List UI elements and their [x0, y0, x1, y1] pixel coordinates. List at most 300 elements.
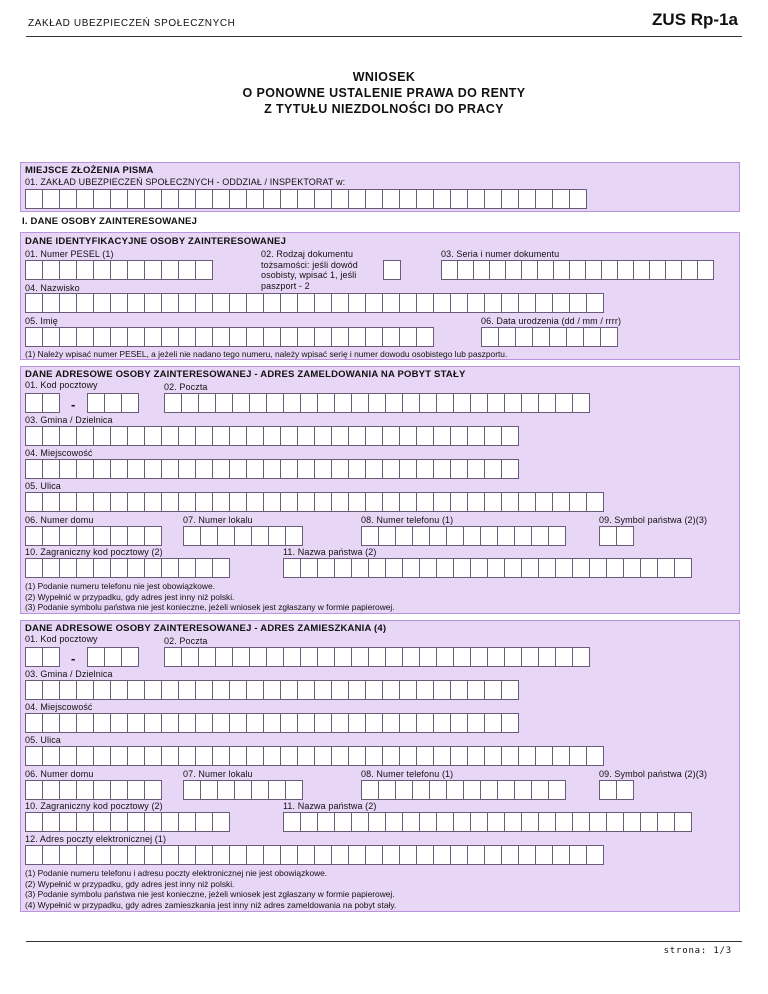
char-cell[interactable]	[127, 526, 145, 546]
address2-postal-input-b[interactable]	[87, 647, 138, 667]
char-cell[interactable]	[297, 426, 315, 446]
char-cell[interactable]	[402, 812, 420, 832]
char-cell[interactable]	[416, 492, 434, 512]
char-cell[interactable]	[144, 812, 162, 832]
char-cell[interactable]	[450, 680, 468, 700]
char-cell[interactable]	[317, 393, 335, 413]
char-cell[interactable]	[127, 293, 145, 313]
char-cell[interactable]	[521, 260, 538, 280]
birth-date-input[interactable]	[481, 327, 617, 347]
char-cell[interactable]	[280, 426, 298, 446]
char-cell[interactable]	[382, 492, 400, 512]
char-cell[interactable]	[555, 558, 573, 578]
char-cell[interactable]	[297, 746, 315, 766]
char-cell[interactable]	[178, 189, 196, 209]
char-cell[interactable]	[59, 426, 77, 446]
address2-country-symbol-input[interactable]	[599, 780, 633, 800]
char-cell[interactable]	[59, 459, 77, 479]
char-cell[interactable]	[453, 558, 471, 578]
char-cell[interactable]	[399, 327, 417, 347]
char-cell[interactable]	[382, 713, 400, 733]
char-cell[interactable]	[681, 260, 698, 280]
char-cell[interactable]	[25, 845, 43, 865]
char-cell[interactable]	[351, 558, 369, 578]
char-cell[interactable]	[212, 680, 230, 700]
char-cell[interactable]	[484, 492, 502, 512]
char-cell[interactable]	[280, 327, 298, 347]
char-cell[interactable]	[300, 647, 318, 667]
doc-number-input[interactable]	[441, 260, 713, 280]
char-cell[interactable]	[25, 426, 43, 446]
char-cell[interactable]	[552, 293, 570, 313]
char-cell[interactable]	[365, 426, 383, 446]
char-cell[interactable]	[549, 327, 567, 347]
char-cell[interactable]	[297, 189, 315, 209]
char-cell[interactable]	[144, 293, 162, 313]
char-cell[interactable]	[229, 713, 247, 733]
char-cell[interactable]	[59, 780, 77, 800]
char-cell[interactable]	[280, 746, 298, 766]
char-cell[interactable]	[501, 492, 519, 512]
char-cell[interactable]	[348, 327, 366, 347]
char-cell[interactable]	[399, 845, 417, 865]
char-cell[interactable]	[317, 558, 335, 578]
char-cell[interactable]	[183, 526, 201, 546]
char-cell[interactable]	[553, 260, 570, 280]
char-cell[interactable]	[498, 327, 516, 347]
char-cell[interactable]	[470, 812, 488, 832]
char-cell[interactable]	[59, 189, 77, 209]
char-cell[interactable]	[433, 492, 451, 512]
char-cell[interactable]	[25, 680, 43, 700]
char-cell[interactable]	[623, 558, 641, 578]
char-cell[interactable]	[419, 647, 437, 667]
char-cell[interactable]	[76, 780, 94, 800]
char-cell[interactable]	[121, 647, 139, 667]
char-cell[interactable]	[104, 647, 122, 667]
char-cell[interactable]	[200, 780, 218, 800]
char-cell[interactable]	[297, 492, 315, 512]
char-cell[interactable]	[314, 293, 332, 313]
address2-post-input[interactable]	[164, 647, 589, 667]
char-cell[interactable]	[501, 426, 519, 446]
char-cell[interactable]	[229, 746, 247, 766]
char-cell[interactable]	[368, 812, 386, 832]
char-cell[interactable]	[616, 526, 634, 546]
char-cell[interactable]	[178, 492, 196, 512]
char-cell[interactable]	[246, 327, 264, 347]
char-cell[interactable]	[59, 558, 77, 578]
char-cell[interactable]	[212, 492, 230, 512]
char-cell[interactable]	[467, 459, 485, 479]
char-cell[interactable]	[93, 189, 111, 209]
char-cell[interactable]	[487, 393, 505, 413]
char-cell[interactable]	[368, 393, 386, 413]
char-cell[interactable]	[601, 260, 618, 280]
char-cell[interactable]	[457, 260, 474, 280]
char-cell[interactable]	[59, 492, 77, 512]
char-cell[interactable]	[589, 558, 607, 578]
address1-foreign-postal-input[interactable]	[25, 558, 229, 578]
char-cell[interactable]	[25, 492, 43, 512]
char-cell[interactable]	[280, 680, 298, 700]
address1-commune-input[interactable]	[25, 426, 518, 446]
char-cell[interactable]	[181, 393, 199, 413]
char-cell[interactable]	[161, 260, 179, 280]
char-cell[interactable]	[470, 647, 488, 667]
char-cell[interactable]	[514, 526, 532, 546]
char-cell[interactable]	[144, 746, 162, 766]
char-cell[interactable]	[399, 746, 417, 766]
char-cell[interactable]	[531, 780, 549, 800]
char-cell[interactable]	[280, 845, 298, 865]
char-cell[interactable]	[314, 746, 332, 766]
char-cell[interactable]	[263, 293, 281, 313]
char-cell[interactable]	[467, 293, 485, 313]
char-cell[interactable]	[246, 426, 264, 446]
char-cell[interactable]	[382, 293, 400, 313]
char-cell[interactable]	[110, 680, 128, 700]
char-cell[interactable]	[368, 647, 386, 667]
char-cell[interactable]	[93, 680, 111, 700]
char-cell[interactable]	[161, 746, 179, 766]
char-cell[interactable]	[348, 189, 366, 209]
char-cell[interactable]	[144, 492, 162, 512]
char-cell[interactable]	[25, 459, 43, 479]
char-cell[interactable]	[489, 260, 506, 280]
char-cell[interactable]	[484, 189, 502, 209]
char-cell[interactable]	[161, 812, 179, 832]
char-cell[interactable]	[93, 812, 111, 832]
char-cell[interactable]	[93, 293, 111, 313]
char-cell[interactable]	[616, 780, 634, 800]
char-cell[interactable]	[538, 393, 556, 413]
char-cell[interactable]	[215, 647, 233, 667]
char-cell[interactable]	[348, 713, 366, 733]
char-cell[interactable]	[93, 746, 111, 766]
char-cell[interactable]	[300, 812, 318, 832]
char-cell[interactable]	[246, 713, 264, 733]
char-cell[interactable]	[127, 327, 145, 347]
char-cell[interactable]	[501, 189, 519, 209]
char-cell[interactable]	[348, 293, 366, 313]
char-cell[interactable]	[331, 189, 349, 209]
address2-country-name-input[interactable]	[283, 812, 691, 832]
char-cell[interactable]	[382, 426, 400, 446]
char-cell[interactable]	[76, 845, 94, 865]
char-cell[interactable]	[110, 189, 128, 209]
char-cell[interactable]	[42, 680, 60, 700]
char-cell[interactable]	[348, 459, 366, 479]
char-cell[interactable]	[195, 189, 213, 209]
char-cell[interactable]	[569, 293, 587, 313]
char-cell[interactable]	[285, 780, 303, 800]
char-cell[interactable]	[25, 558, 43, 578]
char-cell[interactable]	[334, 558, 352, 578]
char-cell[interactable]	[552, 746, 570, 766]
char-cell[interactable]	[515, 327, 533, 347]
char-cell[interactable]	[212, 327, 230, 347]
char-cell[interactable]	[572, 812, 590, 832]
address1-city-input[interactable]	[25, 459, 518, 479]
char-cell[interactable]	[348, 680, 366, 700]
char-cell[interactable]	[144, 459, 162, 479]
char-cell[interactable]	[42, 558, 60, 578]
char-cell[interactable]	[266, 647, 284, 667]
char-cell[interactable]	[521, 393, 539, 413]
char-cell[interactable]	[234, 526, 252, 546]
char-cell[interactable]	[640, 558, 658, 578]
char-cell[interactable]	[399, 293, 417, 313]
char-cell[interactable]	[127, 812, 145, 832]
char-cell[interactable]	[127, 713, 145, 733]
char-cell[interactable]	[178, 680, 196, 700]
char-cell[interactable]	[484, 426, 502, 446]
char-cell[interactable]	[161, 558, 179, 578]
char-cell[interactable]	[552, 189, 570, 209]
char-cell[interactable]	[314, 426, 332, 446]
char-cell[interactable]	[331, 746, 349, 766]
char-cell[interactable]	[518, 293, 536, 313]
char-cell[interactable]	[104, 393, 122, 413]
char-cell[interactable]	[365, 492, 383, 512]
char-cell[interactable]	[334, 812, 352, 832]
char-cell[interactable]	[59, 526, 77, 546]
char-cell[interactable]	[76, 746, 94, 766]
address1-country-name-input[interactable]	[283, 558, 691, 578]
char-cell[interactable]	[212, 713, 230, 733]
char-cell[interactable]	[249, 647, 267, 667]
char-cell[interactable]	[665, 260, 682, 280]
char-cell[interactable]	[535, 845, 553, 865]
char-cell[interactable]	[127, 780, 145, 800]
char-cell[interactable]	[419, 393, 437, 413]
char-cell[interactable]	[144, 327, 162, 347]
pesel-input[interactable]	[25, 260, 212, 280]
char-cell[interactable]	[555, 647, 573, 667]
char-cell[interactable]	[59, 845, 77, 865]
char-cell[interactable]	[76, 713, 94, 733]
char-cell[interactable]	[623, 812, 641, 832]
char-cell[interactable]	[572, 558, 590, 578]
char-cell[interactable]	[76, 558, 94, 578]
char-cell[interactable]	[246, 746, 264, 766]
char-cell[interactable]	[467, 680, 485, 700]
char-cell[interactable]	[453, 812, 471, 832]
char-cell[interactable]	[161, 713, 179, 733]
char-cell[interactable]	[42, 780, 60, 800]
char-cell[interactable]	[246, 680, 264, 700]
char-cell[interactable]	[127, 492, 145, 512]
char-cell[interactable]	[93, 327, 111, 347]
char-cell[interactable]	[450, 492, 468, 512]
char-cell[interactable]	[268, 526, 286, 546]
char-cell[interactable]	[501, 459, 519, 479]
char-cell[interactable]	[382, 845, 400, 865]
char-cell[interactable]	[599, 780, 617, 800]
char-cell[interactable]	[484, 293, 502, 313]
address2-email-input[interactable]	[25, 845, 603, 865]
char-cell[interactable]	[467, 492, 485, 512]
char-cell[interactable]	[25, 293, 43, 313]
char-cell[interactable]	[487, 812, 505, 832]
address1-country-symbol-input[interactable]	[599, 526, 633, 546]
char-cell[interactable]	[285, 526, 303, 546]
char-cell[interactable]	[76, 492, 94, 512]
char-cell[interactable]	[450, 293, 468, 313]
char-cell[interactable]	[110, 713, 128, 733]
char-cell[interactable]	[331, 293, 349, 313]
char-cell[interactable]	[504, 558, 522, 578]
char-cell[interactable]	[314, 713, 332, 733]
char-cell[interactable]	[127, 746, 145, 766]
char-cell[interactable]	[280, 713, 298, 733]
char-cell[interactable]	[76, 812, 94, 832]
char-cell[interactable]	[467, 189, 485, 209]
char-cell[interactable]	[93, 845, 111, 865]
char-cell[interactable]	[348, 492, 366, 512]
char-cell[interactable]	[25, 393, 43, 413]
char-cell[interactable]	[501, 713, 519, 733]
char-cell[interactable]	[348, 426, 366, 446]
char-cell[interactable]	[217, 526, 235, 546]
char-cell[interactable]	[87, 647, 105, 667]
char-cell[interactable]	[412, 526, 430, 546]
char-cell[interactable]	[195, 713, 213, 733]
char-cell[interactable]	[583, 327, 601, 347]
char-cell[interactable]	[178, 293, 196, 313]
char-cell[interactable]	[93, 459, 111, 479]
char-cell[interactable]	[280, 189, 298, 209]
address1-post-input[interactable]	[164, 393, 589, 413]
char-cell[interactable]	[382, 327, 400, 347]
char-cell[interactable]	[348, 845, 366, 865]
char-cell[interactable]	[164, 393, 182, 413]
char-cell[interactable]	[178, 812, 196, 832]
char-cell[interactable]	[535, 189, 553, 209]
char-cell[interactable]	[212, 189, 230, 209]
address1-flat-input[interactable]	[183, 526, 302, 546]
char-cell[interactable]	[161, 680, 179, 700]
char-cell[interactable]	[246, 293, 264, 313]
char-cell[interactable]	[402, 558, 420, 578]
char-cell[interactable]	[419, 558, 437, 578]
char-cell[interactable]	[429, 780, 447, 800]
address2-house-input[interactable]	[25, 780, 161, 800]
char-cell[interactable]	[42, 426, 60, 446]
char-cell[interactable]	[450, 713, 468, 733]
address1-postal-input-a[interactable]	[25, 393, 59, 413]
char-cell[interactable]	[297, 680, 315, 700]
char-cell[interactable]	[161, 327, 179, 347]
char-cell[interactable]	[59, 713, 77, 733]
char-cell[interactable]	[212, 293, 230, 313]
char-cell[interactable]	[331, 492, 349, 512]
char-cell[interactable]	[110, 492, 128, 512]
char-cell[interactable]	[93, 526, 111, 546]
char-cell[interactable]	[42, 293, 60, 313]
char-cell[interactable]	[161, 492, 179, 512]
char-cell[interactable]	[501, 845, 519, 865]
char-cell[interactable]	[416, 189, 434, 209]
char-cell[interactable]	[382, 680, 400, 700]
char-cell[interactable]	[127, 426, 145, 446]
char-cell[interactable]	[42, 189, 60, 209]
char-cell[interactable]	[76, 327, 94, 347]
char-cell[interactable]	[537, 260, 554, 280]
char-cell[interactable]	[518, 746, 536, 766]
char-cell[interactable]	[484, 713, 502, 733]
char-cell[interactable]	[514, 780, 532, 800]
char-cell[interactable]	[195, 845, 213, 865]
char-cell[interactable]	[317, 812, 335, 832]
char-cell[interactable]	[441, 260, 458, 280]
char-cell[interactable]	[433, 189, 451, 209]
char-cell[interactable]	[42, 647, 60, 667]
char-cell[interactable]	[395, 780, 413, 800]
char-cell[interactable]	[385, 812, 403, 832]
address2-phone-input[interactable]	[361, 780, 565, 800]
char-cell[interactable]	[416, 746, 434, 766]
char-cell[interactable]	[314, 459, 332, 479]
char-cell[interactable]	[433, 293, 451, 313]
char-cell[interactable]	[531, 526, 549, 546]
char-cell[interactable]	[195, 680, 213, 700]
char-cell[interactable]	[463, 780, 481, 800]
char-cell[interactable]	[121, 393, 139, 413]
char-cell[interactable]	[195, 459, 213, 479]
char-cell[interactable]	[382, 746, 400, 766]
char-cell[interactable]	[161, 293, 179, 313]
char-cell[interactable]	[569, 845, 587, 865]
char-cell[interactable]	[42, 526, 60, 546]
char-cell[interactable]	[399, 680, 417, 700]
char-cell[interactable]	[351, 393, 369, 413]
char-cell[interactable]	[212, 558, 230, 578]
char-cell[interactable]	[229, 293, 247, 313]
char-cell[interactable]	[501, 746, 519, 766]
address2-foreign-postal-input[interactable]	[25, 812, 229, 832]
char-cell[interactable]	[586, 746, 604, 766]
char-cell[interactable]	[42, 260, 60, 280]
char-cell[interactable]	[314, 189, 332, 209]
char-cell[interactable]	[178, 426, 196, 446]
char-cell[interactable]	[555, 393, 573, 413]
char-cell[interactable]	[42, 812, 60, 832]
char-cell[interactable]	[93, 492, 111, 512]
char-cell[interactable]	[195, 327, 213, 347]
char-cell[interactable]	[42, 845, 60, 865]
char-cell[interactable]	[385, 558, 403, 578]
char-cell[interactable]	[470, 393, 488, 413]
char-cell[interactable]	[110, 746, 128, 766]
char-cell[interactable]	[76, 293, 94, 313]
char-cell[interactable]	[42, 746, 60, 766]
char-cell[interactable]	[232, 647, 250, 667]
char-cell[interactable]	[314, 327, 332, 347]
char-cell[interactable]	[504, 647, 522, 667]
char-cell[interactable]	[538, 558, 556, 578]
char-cell[interactable]	[365, 845, 383, 865]
char-cell[interactable]	[395, 526, 413, 546]
char-cell[interactable]	[127, 845, 145, 865]
char-cell[interactable]	[300, 393, 318, 413]
char-cell[interactable]	[232, 393, 250, 413]
char-cell[interactable]	[127, 260, 145, 280]
char-cell[interactable]	[178, 845, 196, 865]
char-cell[interactable]	[450, 189, 468, 209]
char-cell[interactable]	[76, 680, 94, 700]
